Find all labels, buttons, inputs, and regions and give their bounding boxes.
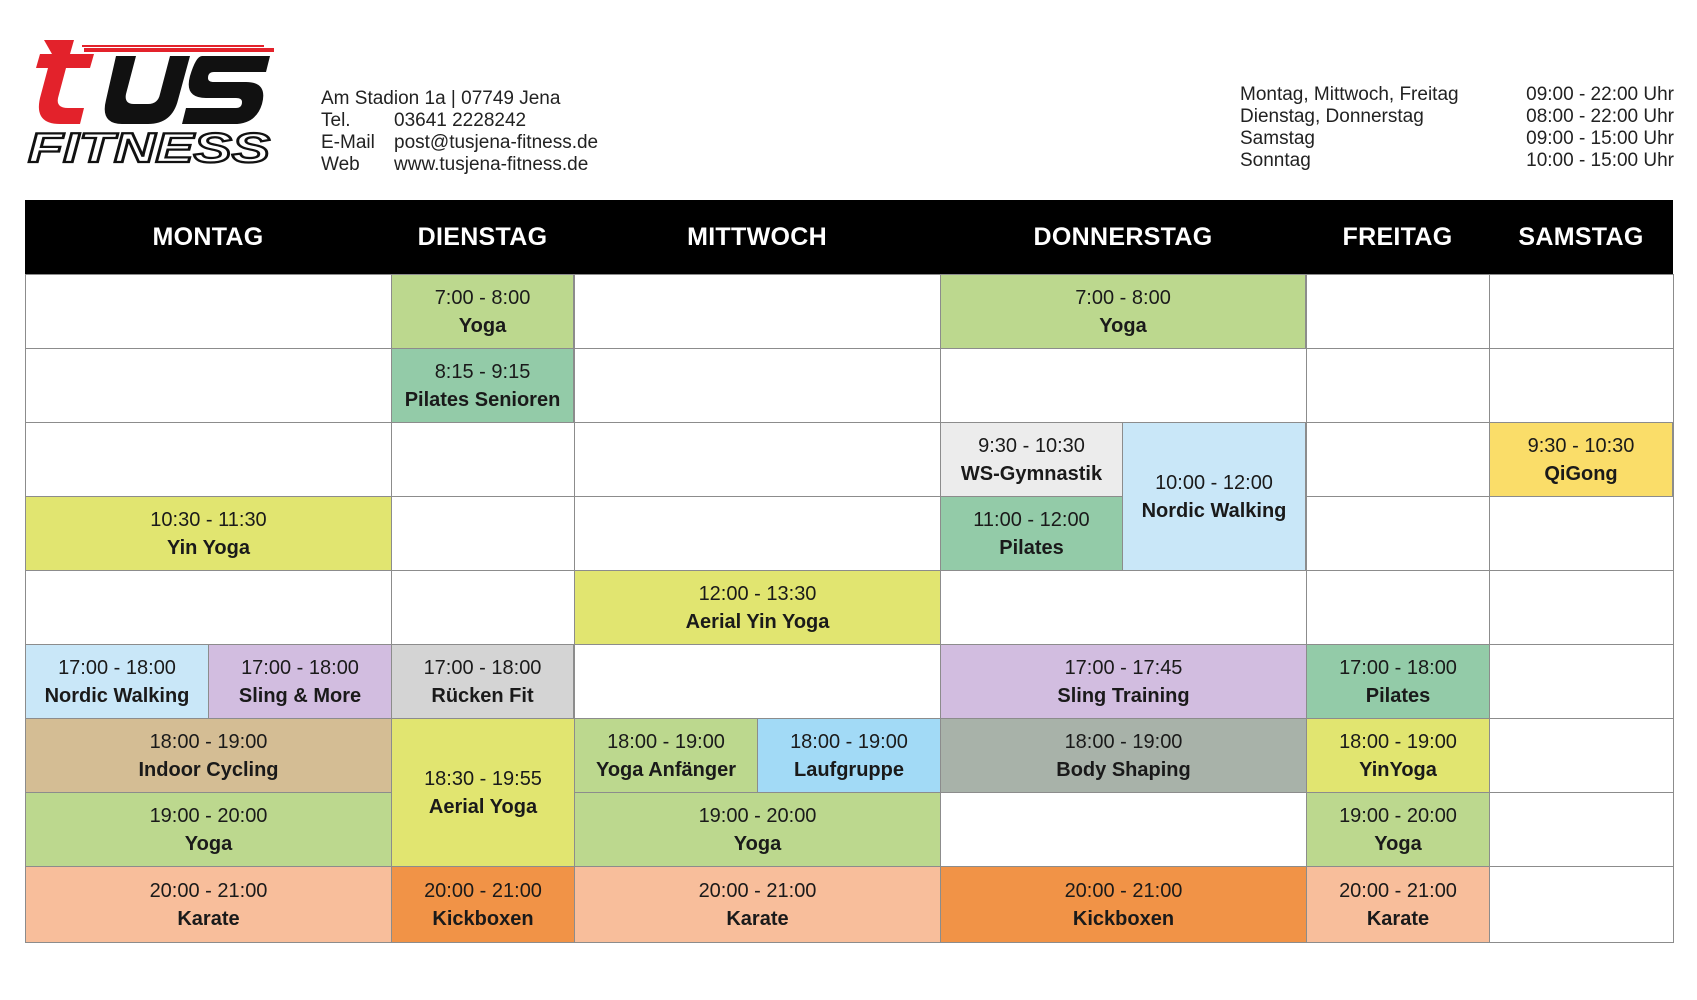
- class-time: 20:00 - 21:00: [1064, 879, 1183, 902]
- opening-time: 09:00 - 15:00 Uhr: [1526, 128, 1674, 149]
- class-name: WS-Gymnastik: [960, 462, 1103, 485]
- class-block[interactable]: [574, 570, 941, 645]
- class-block[interactable]: [940, 274, 1306, 349]
- empty-slot: [574, 348, 941, 423]
- class-name: Yoga: [184, 832, 233, 855]
- class-time: 17:00 - 18:00: [58, 656, 176, 679]
- class-time: 10:00 - 12:00: [1155, 471, 1273, 494]
- web-row: [321, 154, 598, 176]
- empty-slot: [391, 570, 575, 645]
- class-time: 17:00 - 18:00: [1339, 656, 1457, 679]
- class-block[interactable]: [940, 866, 1307, 943]
- class-name: Karate: [177, 907, 240, 930]
- class-block[interactable]: [25, 718, 392, 793]
- day-label: SAMSTAG: [1518, 222, 1644, 251]
- day-header-freitag: [1306, 200, 1489, 274]
- opening-days: Sonntag: [1240, 150, 1311, 171]
- class-name: Nordic Walking: [1141, 499, 1287, 522]
- class-time: 7:00 - 8:00: [434, 286, 531, 309]
- opening-time: 10:00 - 15:00 Uhr: [1526, 150, 1674, 171]
- address: Am Stadion 1a | 07749 Jena: [321, 88, 561, 109]
- class-time: 10:30 - 11:30: [150, 508, 267, 531]
- class-name: Pilates: [999, 536, 1064, 559]
- class-name: Yoga: [458, 314, 507, 337]
- day-label: DONNERSTAG: [1033, 222, 1213, 251]
- empty-slot: [1489, 348, 1674, 423]
- class-time: 12:00 - 13:30: [698, 582, 817, 605]
- class-time: 20:00 - 21:00: [149, 879, 268, 902]
- class-time: 18:00 - 19:00: [1339, 730, 1457, 753]
- class-time: 18:00 - 19:00: [149, 730, 268, 753]
- empty-slot: [25, 348, 392, 423]
- email-label: E-Mail: [321, 132, 375, 153]
- class-time: 9:30 - 10:30: [978, 434, 1085, 457]
- empty-slot: [1489, 644, 1674, 719]
- phone-value: 03641 2228242: [394, 110, 527, 131]
- day-label: DIENSTAG: [417, 222, 548, 251]
- empty-slot: [1306, 570, 1490, 645]
- class-time: 20:00 - 21:00: [1339, 879, 1457, 902]
- empty-slot: [1306, 274, 1490, 349]
- day-header-dienstag: [391, 200, 574, 274]
- class-name: Kickboxen: [432, 907, 534, 930]
- class-time: 17:00 - 17:45: [1064, 656, 1183, 679]
- class-time: 8:15 - 9:15: [434, 360, 531, 383]
- tus-fitness-logo: [24, 32, 284, 172]
- class-name: Yin Yoga: [167, 536, 250, 559]
- empty-slot: [940, 792, 1307, 867]
- class-block[interactable]: [940, 644, 1307, 719]
- tus-logo-mark: [36, 40, 274, 124]
- course-schedule: [25, 200, 1673, 943]
- empty-slot: [1489, 792, 1674, 867]
- opening-hours: [1240, 84, 1674, 172]
- class-time: 20:00 - 21:00: [698, 879, 817, 902]
- empty-slot: [574, 274, 941, 349]
- class-time: 18:00 - 19:00: [790, 730, 908, 753]
- class-block[interactable]: [940, 718, 1307, 793]
- class-name: Aerial Yoga: [428, 795, 538, 818]
- class-time: 18:00 - 19:00: [1064, 730, 1183, 753]
- phone-label: Tel.: [321, 110, 351, 131]
- class-name: Laufgruppe: [794, 758, 904, 781]
- class-name: Pilates: [1365, 684, 1431, 707]
- empty-slot: [1489, 274, 1674, 349]
- class-block[interactable]: [574, 718, 758, 793]
- class-name: Sling Training: [1057, 684, 1190, 707]
- class-block[interactable]: [1306, 718, 1490, 793]
- empty-slot: [940, 348, 1307, 423]
- class-name: QiGong: [1544, 462, 1618, 485]
- opening-hours-row: [1240, 128, 1674, 150]
- opening-days: Montag, Mittwoch, Freitag: [1240, 84, 1459, 105]
- class-block[interactable]: [25, 866, 392, 943]
- class-block[interactable]: [208, 644, 392, 719]
- class-name: Kickboxen: [1072, 907, 1175, 930]
- class-time: 11:00 - 12:00: [973, 508, 1090, 531]
- email-row: [321, 132, 598, 154]
- contact-info: [321, 88, 598, 176]
- class-time: 19:00 - 20:00: [1339, 804, 1457, 827]
- class-block[interactable]: [574, 792, 941, 867]
- class-name: Yoga: [1374, 832, 1422, 855]
- day-header-mittwoch: [574, 200, 940, 274]
- class-block[interactable]: [1306, 792, 1490, 867]
- class-name: Rücken Fit: [431, 684, 534, 707]
- class-name: Yoga: [733, 832, 782, 855]
- class-name: Karate: [726, 907, 789, 930]
- empty-slot: [1306, 496, 1490, 571]
- class-name: Yoga Anfänger: [595, 758, 736, 781]
- empty-slot: [25, 570, 392, 645]
- class-block[interactable]: [574, 866, 941, 943]
- class-block[interactable]: [391, 348, 574, 423]
- class-block[interactable]: [25, 792, 392, 867]
- opening-time: 09:00 - 22:00 Uhr: [1526, 84, 1674, 105]
- empty-slot: [574, 496, 941, 571]
- class-name: Nordic Walking: [44, 684, 190, 707]
- class-block[interactable]: [25, 496, 392, 571]
- empty-slot: [1306, 348, 1490, 423]
- class-time: 9:30 - 10:30: [1527, 434, 1635, 457]
- class-time: 7:00 - 8:00: [1075, 286, 1171, 309]
- class-block[interactable]: [391, 274, 574, 349]
- web-value: www.tusjena-fitness.de: [394, 154, 589, 175]
- empty-slot: [25, 422, 392, 497]
- class-time: 19:00 - 20:00: [698, 804, 817, 827]
- class-time: 18:00 - 19:00: [607, 730, 725, 753]
- opening-days: Samstag: [1240, 128, 1315, 149]
- empty-slot: [574, 422, 941, 497]
- day-label: MITTWOCH: [687, 222, 827, 251]
- logo-wordmark: FITNESS: [28, 124, 270, 171]
- class-block[interactable]: [391, 644, 574, 719]
- class-block[interactable]: [940, 422, 1123, 497]
- class-name: Yoga: [1099, 314, 1147, 337]
- class-time: 19:00 - 20:00: [149, 804, 268, 827]
- email-value: post@tusjena-fitness.de: [394, 132, 599, 153]
- day-label: MONTAG: [152, 222, 264, 251]
- opening-days: Dienstag, Donnerstag: [1240, 106, 1424, 127]
- day-header-donnerstag: [940, 200, 1306, 274]
- empty-slot: [1306, 422, 1490, 497]
- class-time: 17:00 - 18:00: [423, 656, 542, 679]
- class-time: 20:00 - 21:00: [424, 879, 542, 902]
- empty-slot: [1489, 496, 1674, 571]
- class-name: Indoor Cycling: [138, 758, 279, 781]
- class-name: Karate: [1366, 907, 1430, 930]
- class-block[interactable]: [1489, 422, 1673, 497]
- empty-slot: [391, 422, 575, 497]
- day-header-montag: [25, 200, 391, 274]
- empty-slot: [1489, 570, 1674, 645]
- phone-row: [321, 110, 598, 132]
- class-name: Body Shaping: [1056, 758, 1191, 781]
- opening-time: 08:00 - 22:00 Uhr: [1526, 106, 1674, 127]
- web-label: Web: [321, 154, 360, 175]
- class-time: 17:00 - 18:00: [241, 656, 359, 679]
- empty-slot: [940, 570, 1307, 645]
- day-header-samstag: [1489, 200, 1673, 274]
- class-block[interactable]: [25, 644, 209, 719]
- class-block[interactable]: [757, 718, 941, 793]
- empty-slot: [25, 274, 392, 349]
- empty-slot: [391, 496, 575, 571]
- empty-slot: [574, 644, 941, 719]
- opening-hours-row: [1240, 84, 1674, 106]
- class-time: 18:30 - 19:55: [424, 767, 542, 790]
- empty-slot: [1489, 718, 1674, 793]
- empty-slot: [1489, 866, 1674, 943]
- class-block[interactable]: [940, 496, 1123, 571]
- class-block[interactable]: [1306, 866, 1490, 943]
- opening-hours-row: [1240, 106, 1674, 128]
- day-label: FREITAG: [1342, 222, 1453, 251]
- class-block[interactable]: [391, 866, 575, 943]
- class-name: Sling & More: [238, 684, 362, 707]
- class-name: Pilates Senioren: [404, 388, 561, 411]
- class-name: Aerial Yin Yoga: [685, 610, 830, 633]
- opening-hours-row: [1240, 150, 1674, 172]
- class-block[interactable]: [1306, 644, 1490, 719]
- class-name: YinYoga: [1359, 758, 1437, 781]
- class-block[interactable]: [391, 718, 575, 867]
- class-block[interactable]: [1122, 422, 1306, 571]
